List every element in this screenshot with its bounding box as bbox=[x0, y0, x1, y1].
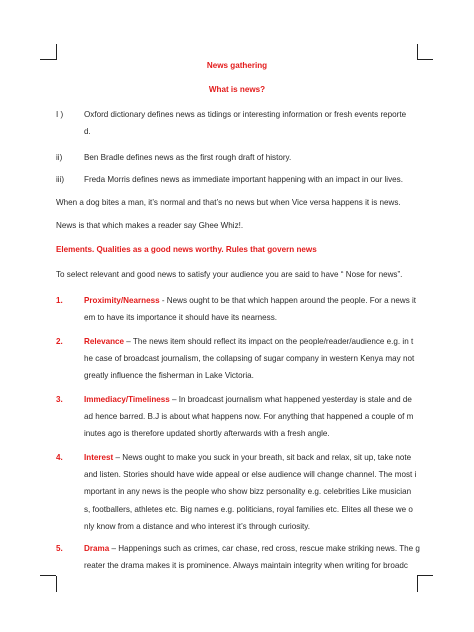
element-1-line-1 bbox=[84, 292, 424, 309]
element-2-line-1 bbox=[84, 333, 424, 350]
crop-mark-bottom-left-v bbox=[56, 576, 57, 592]
element-5-term: Drama bbox=[84, 544, 110, 553]
element-3-term: Immediacy/Timeliness bbox=[84, 395, 170, 404]
element-3-line-1 bbox=[84, 391, 424, 408]
definition-1 bbox=[84, 106, 424, 140]
element-2-text: – The news item should reflect its impact on the people/reader/audience e.g. in t bbox=[124, 337, 414, 346]
definition-marker-1: I ) bbox=[56, 110, 64, 119]
element-2-line-3: greatly influence the fisherman in Lake Victoria. bbox=[84, 371, 254, 381]
paragraph-dog-bites-man: When a dog bites a man, it’s normal and that’s no news but when Vice versa happens it is news. bbox=[56, 198, 401, 207]
element-3-line-3: inutes ago is therefore updated shortly afterwards with a fresh angle. bbox=[84, 429, 330, 439]
element-2 bbox=[84, 333, 424, 385]
element-5-line-2: reater the drama makes it is prominence. Always maintain integrity when writing for broadc bbox=[84, 561, 408, 571]
definition-2-line-1: Ben Bradle defines news as the first rough draft of history. bbox=[84, 153, 292, 162]
definition-3-line-1: Freda Morris defines news as immediate important happening with an impact in our lives. bbox=[84, 175, 403, 184]
crop-mark-bottom-right-h bbox=[417, 575, 433, 576]
element-2-term: Relevance bbox=[84, 337, 125, 346]
element-number-5: 5. bbox=[56, 544, 63, 553]
definition-2 bbox=[84, 149, 424, 166]
element-5-text: – Happenings such as crimes, car chase, red cross, rescue make striking news. The g bbox=[109, 544, 420, 553]
element-number-3: 3. bbox=[56, 395, 63, 404]
element-1-line-2: em to have its importance it should have its nearness. bbox=[84, 313, 278, 323]
crop-mark-top-right-v bbox=[417, 44, 418, 60]
crop-mark-top-left-v bbox=[56, 44, 57, 60]
definition-1-line-1: Oxford dictionary defines news as tidings or interesting information or fresh events reporte bbox=[84, 110, 407, 119]
crop-mark-bottom-right-v bbox=[417, 576, 418, 592]
element-4-line-5: nly know from a distance and who interest it’s through curiosity. bbox=[84, 521, 310, 531]
document-title: News gathering bbox=[206, 61, 268, 70]
element-number-4: 4. bbox=[56, 453, 63, 462]
element-3-text: – In broadcast journalism what happened yesterday is stale and de bbox=[169, 395, 412, 404]
element-3-line-2: ad hence barred. B.J is about what happens now. For anything that happened a couple of m bbox=[84, 412, 414, 422]
definition-1-line-2: d. bbox=[84, 127, 91, 137]
element-2-line-2: he case of broadcast journalism, the collapsing of sugar company in western Kenya may not bbox=[84, 354, 415, 364]
crop-mark-bottom-left-h bbox=[40, 575, 56, 576]
element-5 bbox=[84, 540, 424, 574]
element-number-1: 1. bbox=[56, 296, 63, 305]
element-4-line-3: mportant in any news is the people who show bizz personality e.g. celebrities Like musician bbox=[84, 487, 412, 497]
element-4-text: – News ought to make you suck in your breath, sit back and relax, sit up, take note bbox=[113, 453, 412, 462]
element-1 bbox=[84, 292, 424, 326]
element-1-term: Proximity/Nearness bbox=[84, 296, 160, 305]
element-1-text: - News ought to be that which happen around the people. For a news it bbox=[159, 296, 417, 305]
element-4-term: Interest bbox=[84, 453, 114, 462]
definition-marker-3: iii) bbox=[56, 175, 65, 184]
element-4-line-4: s, footballers, athletes etc. Big names e.g. politicians, royal families etc. Elites all these we o bbox=[84, 504, 413, 514]
crop-mark-top-right-h bbox=[417, 59, 433, 60]
element-number-2: 2. bbox=[56, 337, 63, 346]
section-heading: Elements. Qualities as a good news worthy. Rules that govern news bbox=[56, 245, 317, 254]
element-5-line-1 bbox=[84, 540, 424, 557]
element-4-line-1 bbox=[84, 449, 424, 466]
paragraph-ghee-whiz: News is that which makes a reader say Ghee Whiz!. bbox=[56, 221, 244, 230]
document-subtitle: What is news? bbox=[208, 85, 266, 94]
element-4-line-2: and listen. Stories should have wide appeal or else audience will change channel. The most i bbox=[84, 470, 417, 480]
definition-3 bbox=[84, 171, 424, 188]
intro-paragraph: To select relevant and good news to satisfy your audience you are said to have “ Nose for news”. bbox=[56, 270, 403, 279]
definition-marker-2: ii) bbox=[56, 153, 63, 162]
crop-mark-top-left-h bbox=[40, 59, 56, 60]
element-4 bbox=[84, 449, 424, 535]
element-3 bbox=[84, 391, 424, 443]
